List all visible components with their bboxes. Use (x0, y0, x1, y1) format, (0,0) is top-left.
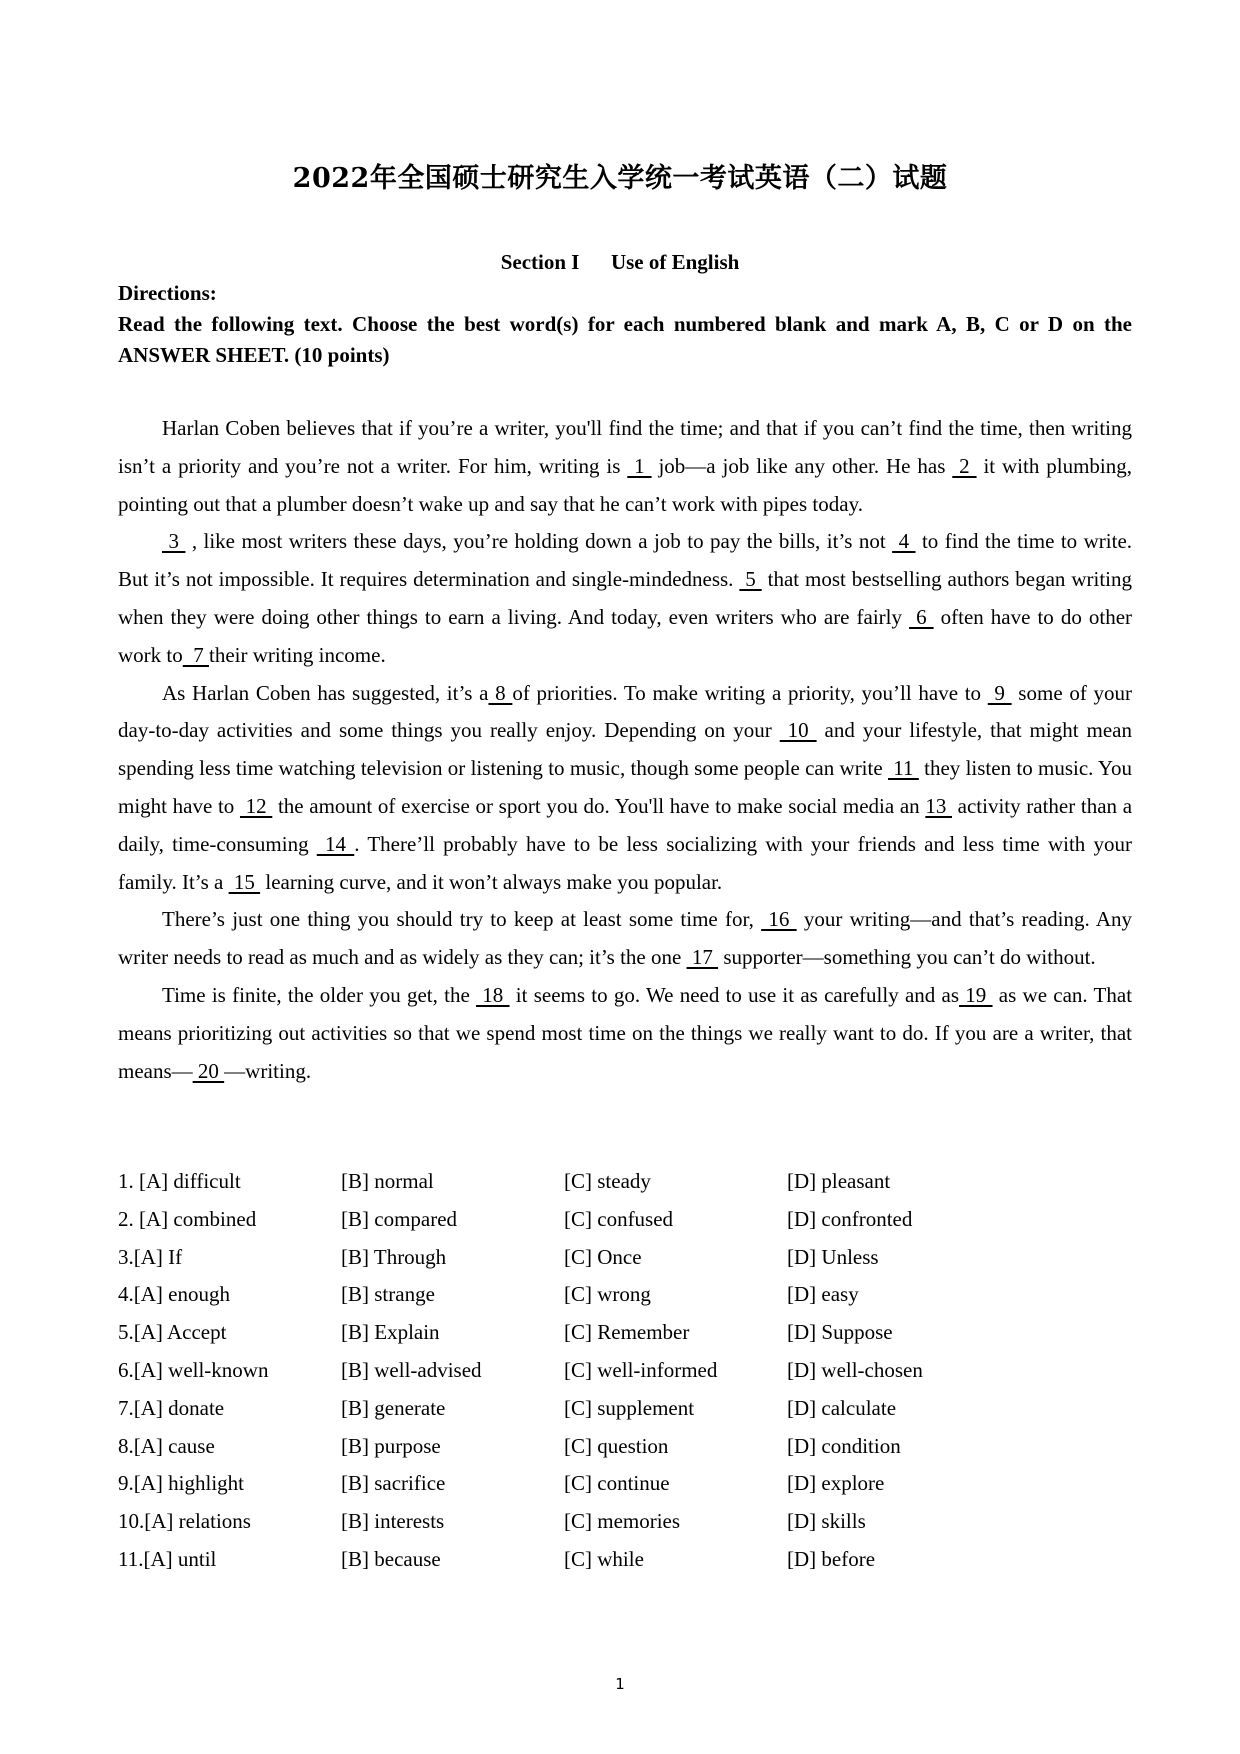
passage-text-run: often have to do other work to (118, 604, 1133, 667)
answer-option: [C] memories (564, 1509, 681, 1534)
directions-text: Read the following text. Choose the best word(s) for each numbered blank and mark A, B, C or D on the ANSWER SHEET. (10 points) (118, 312, 1132, 367)
passage-text-run: to find the time to write. But it’s not impossible. It requires determination and single-mindedness. (118, 529, 1133, 592)
answer-option: [B] normal (341, 1169, 434, 1193)
answer-option: [B] because (341, 1546, 441, 1571)
answer-option: 8.[A] cause (118, 1433, 215, 1458)
passage-text-run: some of your day-to-day activities and some things you really enjoy. Depending on your (118, 680, 1132, 743)
passage-text (118, 410, 1132, 1090)
answer-option: [B] interests (341, 1509, 445, 1534)
passage-text-run: they listen to music. You might have to (118, 756, 1132, 818)
question-options-row (118, 1541, 1132, 1579)
question-options-row (118, 1465, 1132, 1503)
question-options-row (118, 1163, 1132, 1201)
answer-option: [D] easy (787, 1282, 859, 1307)
answer-blank: 9 (987, 680, 1012, 705)
question-options-row (118, 1352, 1132, 1390)
passage-text-run: supporter—something you can’t do without. (718, 945, 1096, 970)
answer-option: 5.[A] Accept (118, 1320, 227, 1345)
answer-blank: 13 (925, 793, 952, 818)
answer-blank: 11 (887, 756, 919, 781)
answer-blank: 2 (952, 453, 977, 478)
answer-blank: 16 (761, 907, 797, 932)
question-options-row (118, 1239, 1132, 1277)
answer-blank: 4 (892, 529, 916, 554)
answer-blank: 8 (488, 680, 513, 705)
answer-option: [C] Once (564, 1244, 642, 1269)
passage-text-run: job—a job like any other. He has (651, 453, 953, 478)
answer-option: [B] compared (341, 1206, 458, 1231)
answer-blank: 12 (239, 793, 273, 818)
answer-option: [C] steady (564, 1169, 651, 1193)
answer-option: [B] strange (341, 1282, 435, 1307)
section-heading: Section I Use of English (500, 250, 740, 274)
answer-option: [D] skills (787, 1509, 866, 1534)
passage-text-run: As Harlan Coben has suggested, it’s a (162, 680, 489, 705)
answer-option: [D] before (787, 1546, 876, 1571)
answer-blank: 5 (739, 567, 762, 592)
answer-option: 3.[A] If (118, 1244, 183, 1269)
answer-blank: 18 (476, 982, 510, 1007)
answer-option: [D] well-chosen (787, 1357, 923, 1382)
exam-title: 2022年全国硕士研究生入学统一考试英语（二）试题 (292, 163, 948, 194)
passage-text-run: it with plumbing, pointing out that a plumber doesn’t wake up and say that he can’t work with pipes today. (118, 453, 1133, 516)
answer-option: 9.[A] highlight (118, 1471, 244, 1496)
passage-text-run: that most bestselling authors began writing when they were doing other things to earn a living. And today, even writers who are fairly (118, 567, 1133, 629)
answer-option: [B] sacrifice (341, 1471, 446, 1496)
answer-blank: 10 (779, 718, 817, 743)
passage-paragraph (118, 410, 1132, 523)
answer-option: [D] calculate (787, 1395, 897, 1420)
question-options-row (118, 1503, 1132, 1541)
question-options-row (118, 1390, 1132, 1428)
answer-option: 2. [A] combined (118, 1206, 257, 1231)
answer-blank: 6 (909, 604, 934, 629)
answer-option: 7.[A] donate (118, 1395, 225, 1420)
passage-text-run: your writing—and that’s reading. Any writer needs to read as much and as widely as they can; it’s the one (118, 907, 1133, 970)
passage-paragraph (118, 901, 1132, 977)
directions-label: Directions: (118, 281, 217, 305)
answer-option: [D] pleasant (787, 1169, 891, 1193)
answer-option: [D] Unless (787, 1244, 879, 1269)
answer-option: 11.[A] until (118, 1546, 217, 1571)
answer-option: [C] continue (564, 1471, 670, 1496)
question-options-row (118, 1314, 1132, 1352)
answer-blank: 14 (316, 831, 355, 856)
passage-text-run: , like most writers these days, you’re holding down a job to pay the bills, it’s not (185, 529, 893, 554)
answer-option: [C] Remember (564, 1320, 690, 1345)
question-options-row (118, 1201, 1132, 1239)
answer-option: 6.[A] well-known (118, 1357, 269, 1382)
page-number: 1 (615, 1675, 625, 1693)
passage-text-run: learning curve, and it won’t always make you popular. (260, 869, 723, 894)
passage-text-run: their writing income. (209, 642, 386, 667)
answer-blank: 20 (192, 1058, 225, 1083)
answer-option: [B] well-advised (341, 1357, 482, 1382)
passage-text-run: There’s just one thing you should try to keep at least some time for, (162, 907, 762, 932)
answer-blank: 17 (686, 945, 719, 970)
passage-text-run: as we can. That means prioritizing out activities so that we spend most time on the things we really want to do. If you are a writer, that means— (118, 982, 1133, 1083)
answer-option: [B] purpose (341, 1433, 441, 1458)
answer-option: [C] confused (564, 1206, 674, 1231)
directions (118, 278, 1132, 371)
passage-paragraph (118, 675, 1132, 902)
answer-option: [D] Suppose (787, 1320, 893, 1345)
answer-option: [B] Explain (341, 1320, 440, 1345)
question-options-row (118, 1276, 1132, 1314)
answer-option: [D] condition (787, 1433, 901, 1458)
answer-option: 1. [A] difficult (118, 1169, 241, 1193)
answer-blank: 7 (182, 642, 209, 667)
answer-option: [C] while (564, 1546, 644, 1571)
answer-blank: 15 (228, 869, 261, 894)
passage-text-run: Time is finite, the older you get, the (162, 982, 477, 1007)
answer-blank: 19 (959, 982, 993, 1007)
answer-option: [B] generate (341, 1395, 446, 1420)
answer-option: [C] well-informed (564, 1357, 718, 1382)
answer-options (118, 1163, 1132, 1579)
passage-paragraph (118, 977, 1132, 1090)
passage-text-run: of priorities. To make writing a priority, you’ll have to (512, 680, 988, 705)
passage-text-run: it seems to go. We need to use it as carefully and as (509, 982, 960, 1007)
answer-option: 4.[A] enough (118, 1282, 230, 1307)
answer-option: 10.[A] relations (118, 1509, 251, 1534)
answer-blank: 3 (162, 529, 186, 554)
answer-option: [C] wrong (564, 1282, 651, 1307)
passage-text-run: the amount of exercise or sport you do. You'll have to make social media an (272, 793, 926, 818)
passage-paragraph (118, 523, 1132, 674)
answer-blank: 1 (627, 453, 652, 478)
passage-text-run: activity rather than a daily, time-consuming (118, 793, 1133, 856)
passage-text-run: . There’ll probably have to be less socializing with your friends and less time with your family. It’s a (118, 831, 1133, 894)
answer-option: [B] Through (341, 1244, 447, 1269)
question-options-row (118, 1428, 1132, 1466)
passage-text-run: —writing. (224, 1058, 312, 1083)
answer-option: [C] supplement (564, 1395, 695, 1420)
answer-option: [D] explore (787, 1471, 885, 1496)
passage-text-run: Harlan Coben believes that if you’re a writer, you'll find the time; and that if you can’t find the time, then writing isn’t a priority and you’re not a writer. For him, writing is (118, 416, 1132, 478)
answer-option: [C] question (564, 1433, 669, 1458)
answer-option: [D] confronted (787, 1206, 913, 1231)
passage-text-run: and your lifestyle, that might mean spending less time watching television or listening to music, though some people can write (118, 718, 1132, 781)
